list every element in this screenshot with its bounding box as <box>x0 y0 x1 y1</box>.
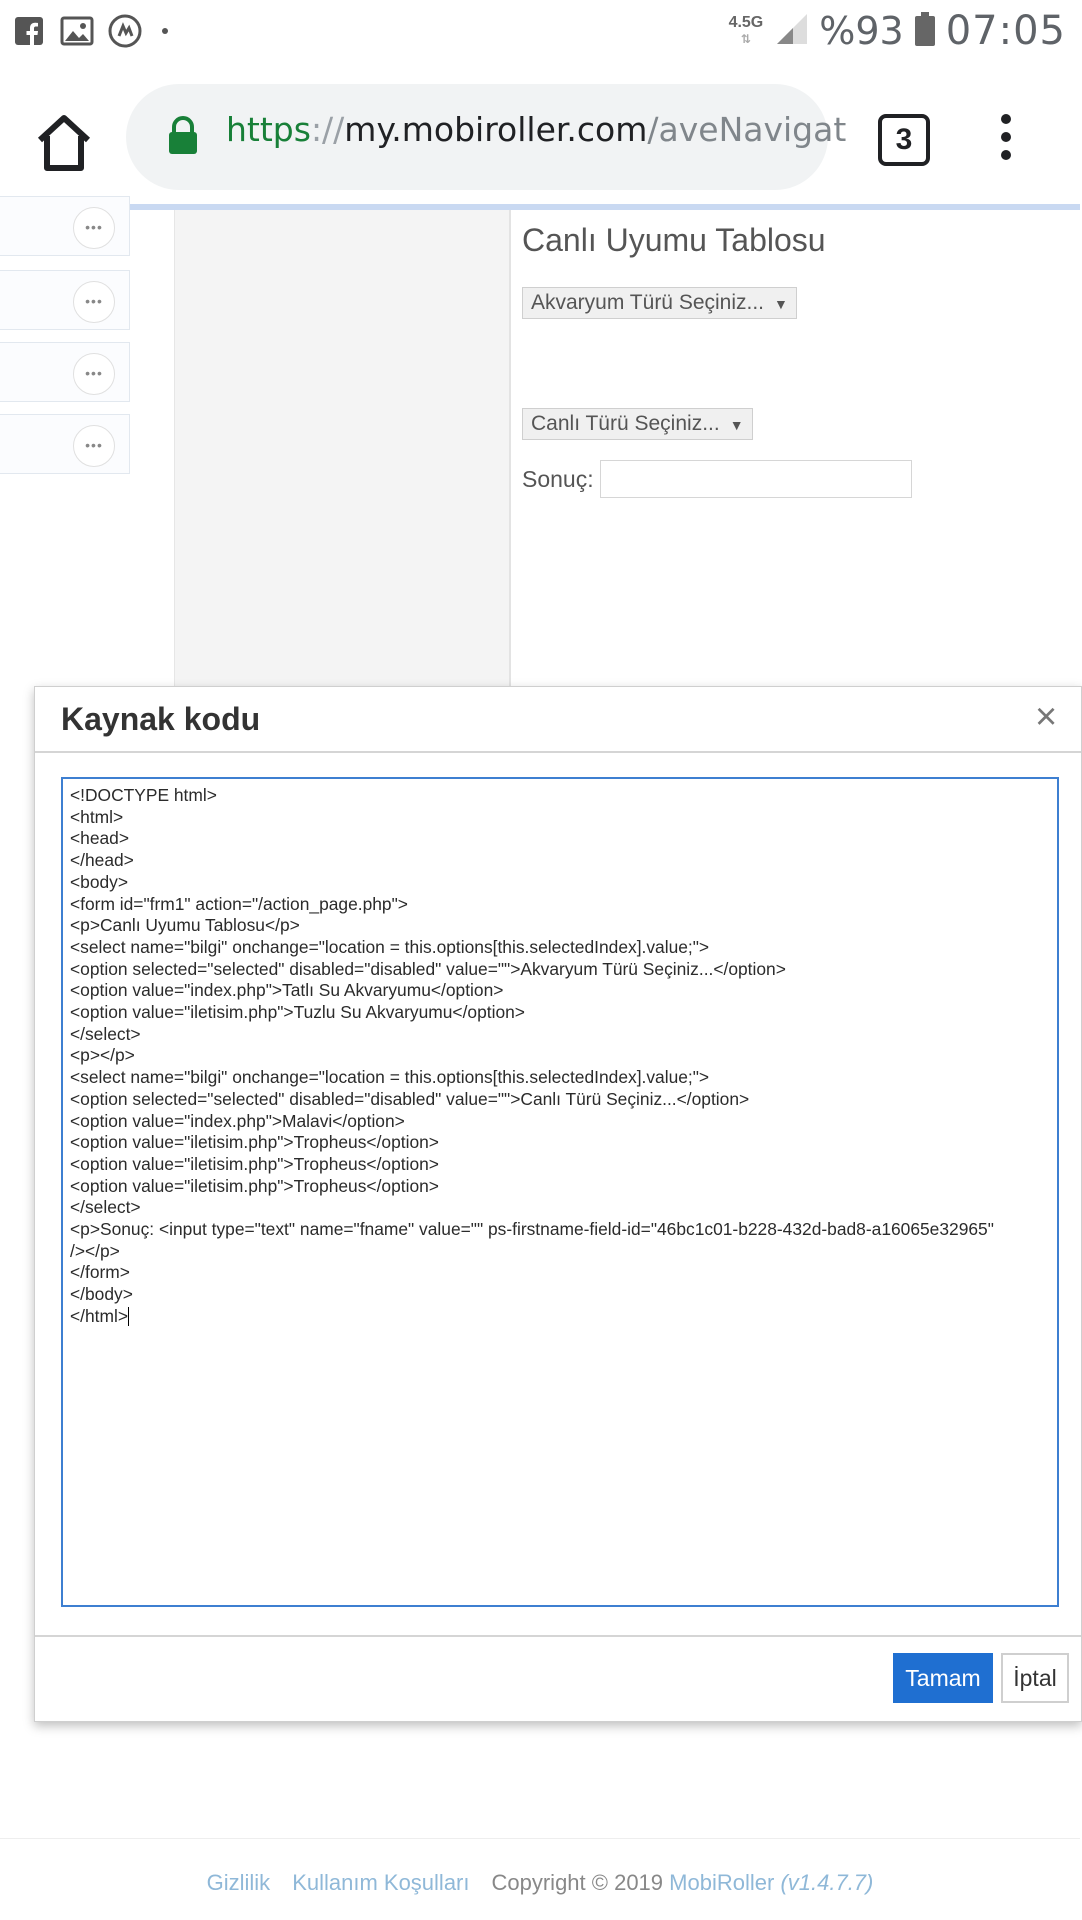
list-item[interactable] <box>0 270 130 330</box>
dialog-footer <box>35 1635 1081 1723</box>
privacy-link[interactable]: Gizlilik <box>206 1870 271 1895</box>
source-code-text: <!DOCTYPE html> <html> <head> </head> <body> <form id="frm1" action="/action_page.php"> <p>Canlı Uyumu Tablosu</p> <select name="bilgi" onchange="location = this.options[this.selectedIndex].value;"> <option selected="selected" disabled="disabled" value="">Akvaryum Türü Seçiniz...</option> <option value="index.php">Tatlı Su Akvaryumu</option> <option value="iletisim.php">Tuzlu Su Akvaryumu</option> </select> <p></p> <select name="bilgi" onchange="location = this.options[this.selectedIndex].value;"> <option selected="selected" disabled="disabled" value="">Canlı Türü Seçiniz...</option> <option value="index.php">Malavi</option> <option value="iletisim.php">Tropheus</option> <option value="iletisim.php">Tropheus</option> <option value="iletisim.php">Tropheus</option> </select> <p>Sonuç: <input type="text" name="fname" value="" ps-firstname-field-id="46bc1c01-b228-432d-bad8-a16065e32965" /></p> </form> </body> </html> <box>70 785 994 1326</box>
source-code-textarea[interactable] <box>61 777 1059 1607</box>
footer-divider <box>0 1838 1080 1839</box>
network-type: 4.5G ⇅ <box>728 14 764 46</box>
dropdown-arrow-icon: ▼ <box>774 296 788 312</box>
preview-title: Canlı Uyumu Tablosu <box>522 222 826 258</box>
list-item[interactable] <box>0 414 130 474</box>
species-type-select[interactable]: Canlı Türü Seçiniz... ▼ <box>522 408 753 440</box>
list-item[interactable] <box>0 342 130 402</box>
notification-icons <box>12 14 168 48</box>
text-cursor <box>128 1307 129 1326</box>
source-code-dialog <box>34 686 1082 1722</box>
url-text[interactable]: https://my.mobiroller.com/aveNavigat <box>226 110 847 149</box>
battery-icon <box>914 12 936 51</box>
facebook-icon <box>12 14 46 48</box>
result-label: Sonuç: <box>522 466 594 492</box>
dialog-title: Kaynak kodu <box>61 701 261 737</box>
browser-toolbar <box>0 66 1080 206</box>
page-load-progress-track <box>0 204 1080 210</box>
status-bar <box>0 0 1080 66</box>
close-icon[interactable]: × <box>1035 696 1058 738</box>
gesture-app-icon <box>108 14 142 48</box>
page-footer <box>0 1870 1080 1896</box>
battery-percent: %93 <box>819 9 904 53</box>
terms-link[interactable]: Kullanım Koşulları <box>292 1870 470 1895</box>
dropdown-arrow-icon: ▼ <box>729 417 744 433</box>
ok-button[interactable]: Tamam <box>893 1653 993 1703</box>
system-status <box>729 8 1066 54</box>
more-notifications-icon <box>162 28 168 34</box>
home-icon[interactable] <box>32 110 96 174</box>
version-text: (v1.4.7.7) <box>780 1870 874 1895</box>
clock: 07:05 <box>945 8 1066 54</box>
tab-switcher-button[interactable]: 3 <box>878 114 930 166</box>
more-options-icon[interactable]: ••• <box>73 425 115 467</box>
editor-panel <box>174 210 511 690</box>
gallery-icon <box>60 14 94 48</box>
lock-icon[interactable] <box>166 116 200 156</box>
cancel-button[interactable]: İptal <box>1001 1653 1069 1703</box>
address-bar[interactable] <box>126 84 847 190</box>
overflow-menu-icon[interactable] <box>996 114 1016 174</box>
component-list <box>0 210 132 680</box>
result-input[interactable] <box>600 460 912 498</box>
list-item[interactable] <box>0 196 130 256</box>
dialog-header <box>35 687 1081 753</box>
brand-link[interactable]: MobiRoller <box>669 1870 775 1895</box>
more-options-icon[interactable]: ••• <box>73 353 115 395</box>
copyright-text: Copyright © 2019 <box>491 1870 664 1895</box>
signal-icon <box>773 12 809 51</box>
aquarium-type-select[interactable]: Akvaryum Türü Seçiniz... ▼ <box>522 287 797 319</box>
more-options-icon[interactable]: ••• <box>73 281 115 323</box>
more-options-icon[interactable]: ••• <box>73 207 115 249</box>
